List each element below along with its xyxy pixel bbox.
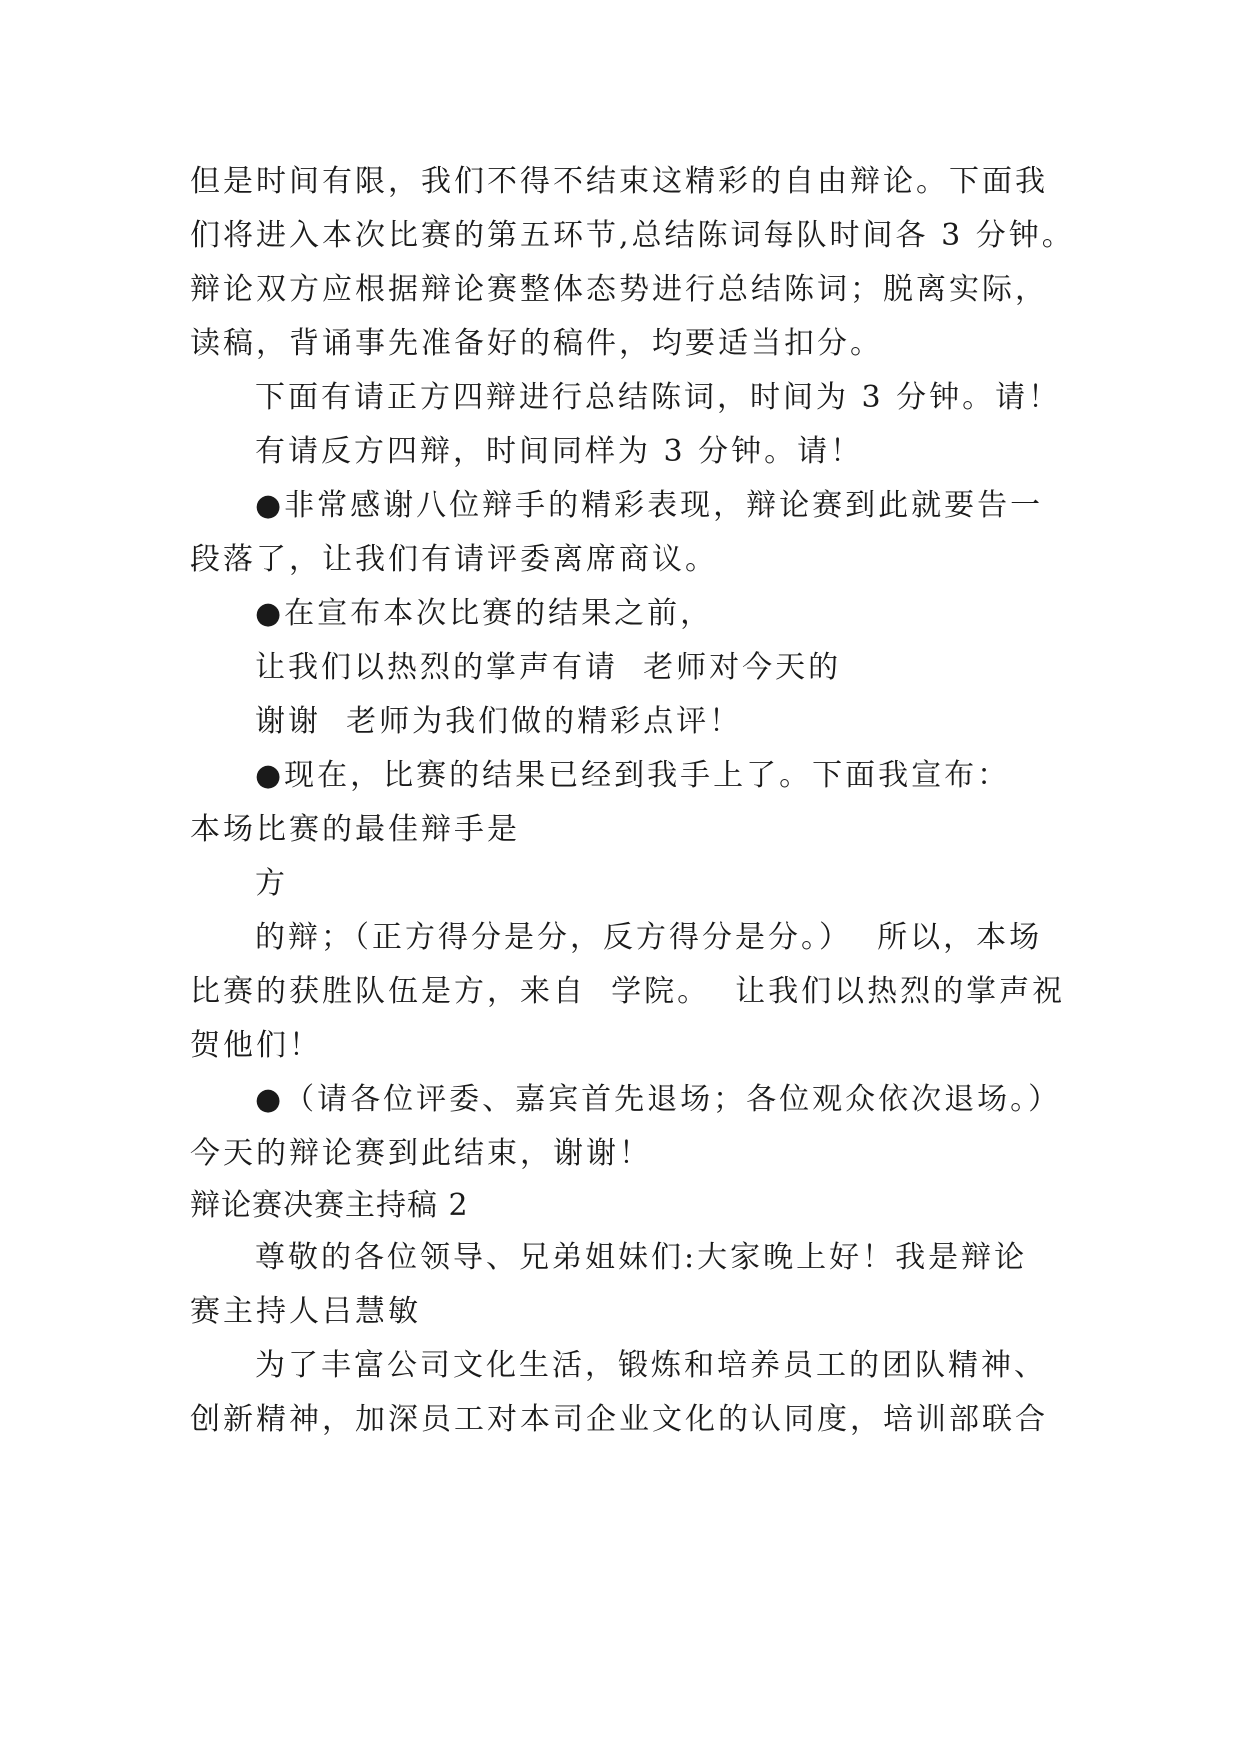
bullet-line-1: ●非常感谢八位辩手的精彩表现，辩论赛到此就要告一: [255, 488, 1044, 523]
body-line-8: 段落了，让我们有请评委离席商议。: [190, 542, 718, 577]
bullet-line-2: ●在宣布本次比赛的结果之前，: [255, 596, 714, 631]
body-line-15: 的辩；（正方得分是分，反方得分是分。） 所以，本场: [255, 920, 1043, 955]
body-line-24: 创新精神，加深员工对本司企业文化的认同度，培训部联合: [190, 1402, 1048, 1437]
body-line-17: 贺他们！: [190, 1028, 322, 1063]
bullet-line-4: ●（请各位评委、嘉宾首先退场；各位观众依次退场。）: [255, 1082, 1062, 1117]
bullet-line-3: ●现在，比赛的结果已经到我手上了。下面我宣布：: [255, 758, 1011, 793]
body-line-11: 谢谢 老师为我们做的精彩点评！: [255, 704, 743, 739]
body-line-1: 但是时间有限，我们不得不结束这精彩的自由辩论。下面我: [190, 164, 1048, 199]
body-line-10: 让我们以热烈的掌声有请 老师对今天的: [255, 650, 842, 685]
body-line-13: 本场比赛的最佳辩手是: [190, 812, 520, 847]
body-line-2: 们将进入本次比赛的第五环节,总结陈词每队时间各 3 分钟。: [190, 218, 1075, 253]
body-line-6: 有请反方四辩，时间同样为 3 分钟。请！: [255, 434, 864, 469]
body-line-23: 为了丰富公司文化生活，锻炼和培养员工的团队精神、: [255, 1348, 1047, 1383]
section-heading: 辩论赛决赛主持稿 2: [190, 1188, 469, 1223]
body-line-19: 今天的辩论赛到此结束，谢谢！: [190, 1136, 652, 1171]
body-line-14: 方: [255, 866, 288, 901]
body-line-16: 比赛的获胜队伍是方，来自 学院。 让我们以热烈的掌声祝: [190, 974, 1066, 1009]
body-line-5: 下面有请正方四辩进行总结陈词，时间为 3 分钟。请！: [255, 380, 1062, 415]
body-line-21: 尊敬的各位领导、兄弟姐妹们:大家晚上好！我是辩论: [255, 1240, 1028, 1275]
body-line-3: 辩论双方应根据辩论赛整体态势进行总结陈词；脱离实际，: [190, 272, 1048, 307]
body-line-4: 读稿，背诵事先准备好的稿件，均要适当扣分。: [190, 326, 883, 361]
body-line-22: 赛主持人吕慧敏: [190, 1294, 421, 1329]
